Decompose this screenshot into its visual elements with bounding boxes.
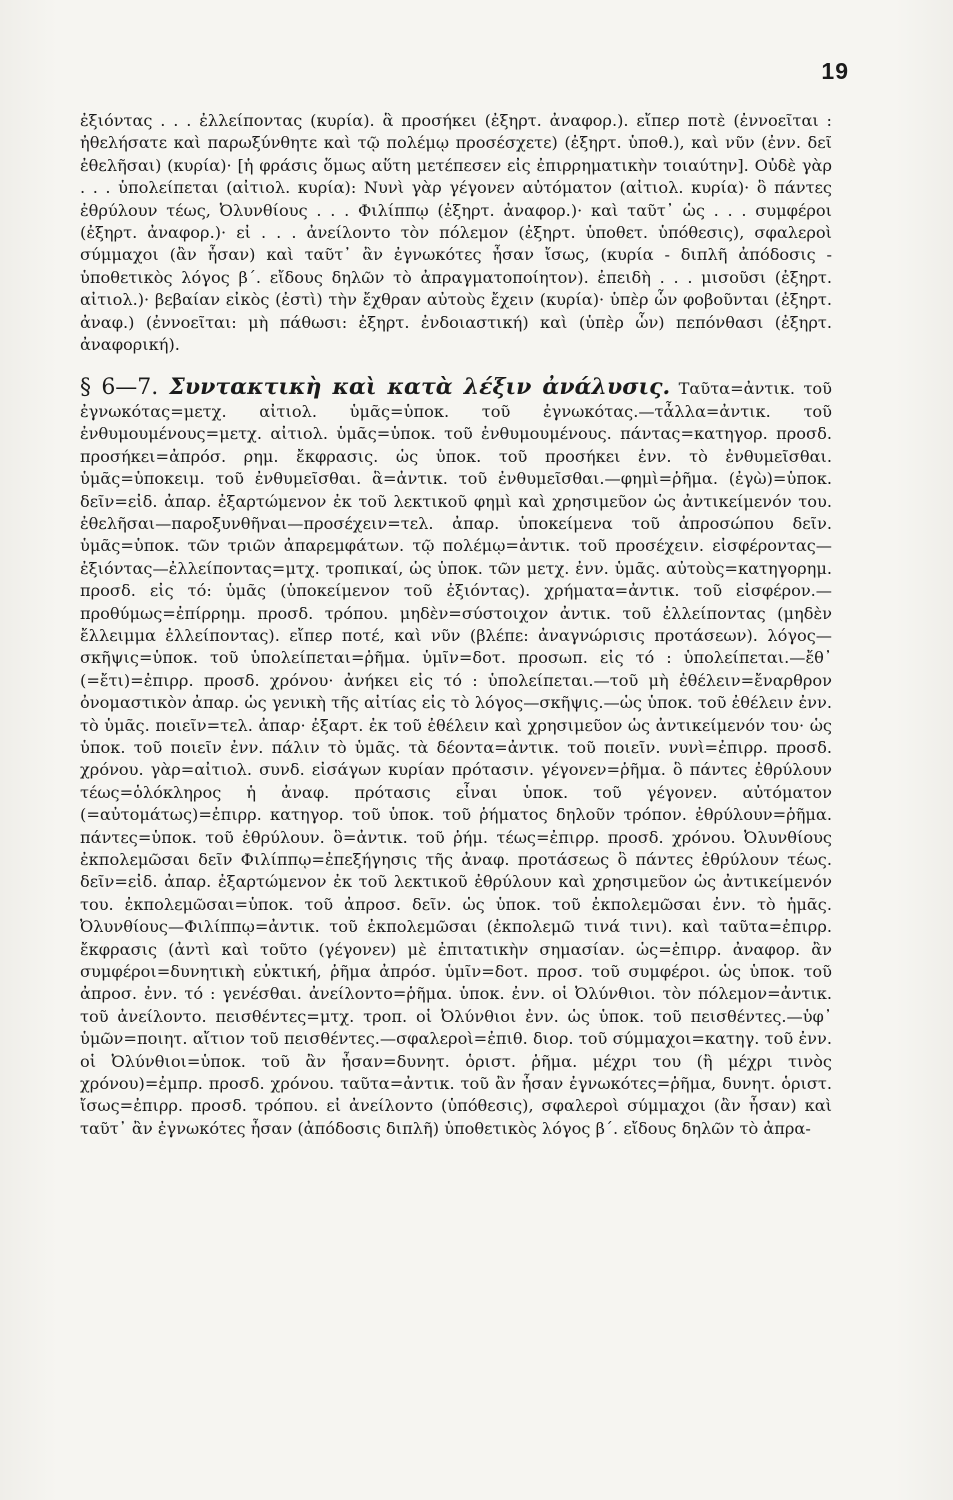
- section-title: Συντακτικὴ καὶ κατὰ λέξιν ἀνάλυσις.: [169, 374, 671, 401]
- section-paragraph: [80, 376, 832, 1140]
- paragraph: ἐξιόντας . . . ἐλλείποντας (κυρία). ἃ προσήκει (ἐξηρτ. ἀναφορ.). εἴπερ ποτὲ (ἐννοεῖται : ἠθελήσατε καὶ παρωξύνθητε καὶ τῷ πολέμῳ προσέσχετε) (ἐξηρτ. ὑποθ.), καὶ νῦν (ἐνν. δεῖ ἐθελῆσαι) (κυρία)· [ἡ φράσις ὅμως αὕτη μετέπεσεν εἰς ἐπιρρηματικὴν τοιαύτην]. Οὐδὲ γὰρ . . . ὑπολείπεται (αἰτιολ. κυρία): Νυνὶ γὰρ γέγονεν αὐτόματον (αἰτιολ. κυρία)· ὃ πάντες ἐθρύλουν τέως, Ὀλυνθίους . . . Φιλίππῳ (ἐξηρτ. ἀναφορ.)· καὶ ταῦτ᾽ ὡς . . . συμφέροι (ἐξηρτ. ἀναφορ.)· εἰ . . . ἀνείλοντο τὸν πόλεμον (ἐξηρτ. ὑποθετ. ὑπόθεσις), σφαλεροὶ σύμμαχοι (ἂν ἦσαν) καὶ ταῦτ᾽ ἂν ἐγνωκότες ἦσαν ἴσως, (κυρία - διπλῆ ἀπόδοσις - ὑποθετικὸς λόγος β΄. εἴδους δηλῶν τὸ ἀπραγματοποίητον). ἐπειδὴ . . . μισοῦσι (ἐξηρτ. αἰτιολ.)· βεβαίαν εἰκὸς (ἐστὶ) τὴν ἔχθραν αὐτοὺς ἔχειν (κυρία)· ὑπὲρ ὧν φοβοῦνται (ἐξηρτ. ἀναφ.) (ἐννοεῖται: μὴ πάθωσι: ἐξηρτ. ἐνδοιαστική) καὶ (ὑπὲρ ὧν) πεπόνθασι (ἐξηρτ. ἀναφορική).: [80, 111, 832, 355]
- section-text: Ταῦτα=ἀντικ. τοῦ ἐγνωκότας=μετχ. αἰτιολ. ὑμᾶς=ὑποκ. τοῦ ἐγνωκότας.—τἆλλα=ἀντικ. τοῦ ἐνθυμουμένους=μετχ. αἰτιολ. ὑμᾶς=ὑποκ. τοῦ ἐνθυμουμένους. πάντας=κατηγορ. προσδ. προσήκει=ἀπρόσ. ρημ. ἔκφρασις. ὡς ὑποκ. τοῦ προσήκει ἐνν. τὸ ἐνθυμεῖσθαι. ὑμᾶς=ὑποκειμ. τοῦ ἐνθυμεῖσθαι. ἃ=ἀντικ. τοῦ ἐνθυμεῖσθαι.—φημὶ=ῥῆμα. (ἐγὼ)=ὑποκ. δεῖν=εἰδ. ἀπαρ. ἐξαρτώμενον ἐκ τοῦ λεκτικοῦ φημὶ καὶ χρησιμεῦον ὡς ἀντικείμενόν του. ἐθελῆσαι—παροξυνθῆναι—προσέχειν=τελ. ἀπαρ. ὑποκείμενα τοῦ ἀπροσώπου δεῖν. ὑμᾶς=ὑποκ. τῶν τριῶν ἀπαρεμφάτων. τῷ πολέμῳ=ἀντικ. τοῦ προσέχειν. εἰσφέροντας—ἐξιόντας—ἐλλείποντας=μτχ. τροπικαί, ὡς ὑποκ. τῶν μετχ. ἐνν. ὑμᾶς. αὐτοὺς=κατηγορημ. προσδ. εἰς τό: ὑμᾶς (ὑποκείμενον τοῦ ἐξιόντας). χρήματα=ἀντικ. τοῦ εἰσφέρον.—προθύμως=ἐπίρρημ. προσδ. τρόπου. μηδὲν=σύστοιχον ἀντικ. τοῦ ἐλλείποντας (μηδὲν ἔλλειμμα ἐλλείποντας). εἴπερ ποτέ, καὶ νῦν (βλέπε: ἀναγνώρισις προτάσεων). λόγος—σκῆψις=ὑποκ. τοῦ ὑπολείπεται=ῥῆμα. ὑμῖν=δοτ. προσωπ. εἰς τό : ὑπολείπεται.—ἔθ᾽ (=ἔτι)=ἐπιρρ. προσδ. χρόνου· ἀνήκει εἰς τό : ὑπολείπεται.—τοῦ μὴ ἐθέλειν=ἔναρθρον ὀνομαστικὸν ἀπαρ. ὡς γενικὴ τῆς αἰτίας εἰς τὸ λόγος—σκῆψις.—ὡς ὑποκ. τοῦ ἐθέλειν ἐνν. τὸ ὑμᾶς. ποιεῖν=τελ. ἀπαρ· ἐξαρτ. ἐκ τοῦ ἐθέλειν καὶ χρησιμεῦον ὡς ἀντικείμενόν του· ὡς ὑποκ. τοῦ ποιεῖν ἐνν. πάλιν τὸ ὑμᾶς. τὰ δέοντα=ἀντικ. τοῦ ποιεῖν. νυνὶ=ἐπιρρ. προσδ. χρόνου. γὰρ=αἰτιολ. συνδ. εἰσάγων κυρίαν πρότασιν. γέγονεν=ῥῆμα. ὃ πάντες ἐθρύλουν τέως=ὁλόκληρος ἡ ἀναφ. πρότασις εἶναι ὑποκ. τοῦ γέγονεν. αὐτόματον (=αὐτομάτως)=ἐπιρρ. κατηγορ. τοῦ ὑποκ. τοῦ ῥήματος δηλοῦν τρόπον. ἐθρύλουν=ῥῆμα. πάντες=ὑποκ. τοῦ ἐθρύλουν. ὃ=ἀντικ. τοῦ ῥήμ. τέως=ἐπιρρ. προσδ. χρόνου. Ὀλυνθίους ἐκπολεμῶσαι δεῖν Φιλίππῳ=ἐπεξήγησις τῆς ἀναφ. προτάσεως ὃ πάντες ἐθρύλουν τέως. δεῖν=εἰδ. ἀπαρ. ἐξαρτώμενον ἐκ τοῦ λεκτικοῦ ἐθρύλουν καὶ χρησιμεῦον ὡς ἀντικείμενόν του. ἐκπολεμῶσαι=ὑποκ. τοῦ ἀπροσ. δεῖν. ὡς ὑποκ. τοῦ ἐκπολεμῶσαι ἐνν. τὸ ἡμᾶς. Ὀλυνθίους—Φιλίππῳ=ἀντικ. τοῦ ἐκπολεμῶσαι (ἐκπολεμῶ τινά τινι). καὶ ταῦτα=ἐπιρρ. ἔκφρασις (ἀντὶ καὶ τοῦτο (γέγονεν) μὲ ἐπιτατικὴν σημασίαν. ὡς=ἐπιρρ. ἀναφορ. ἂν συμφέροι=δυνητικὴ εὐκτική, ῥῆμα ἀπρόσ. ὑμῖν=δοτ. προσ. τοῦ συμφέροι. ὡς ὑποκ. τοῦ ἀπροσ. ἐνν. τό : γενέσθαι. ἀνείλοντο=ῥῆμα. ὑποκ. ἐνν. οἱ Ὀλύνθιοι. τὸν πόλεμον=ἀντικ. τοῦ ἀνείλοντο. πεισθέντες=μτχ. τροπ. οἱ Ὀλύνθιοι ἐνν. ὡς ὑποκ. τοῦ πεισθέντες.—ὑφ᾽ ὑμῶν=ποιητ. αἴτιον τοῦ πεισθέντες.—σφαλεροὶ=ἐπιθ. διορ. τοῦ σύμμαχοι=κατηγ. τοῦ ἐνν. οἱ Ὀλύνθιοι=ὑποκ. τοῦ ἂν ἦσαν=δυνητ. ὁριστ. ῥῆμα. μέχρι του (ἢ μέχρι τινὸς χρόνου)=ἐμπρ. προσδ. χρόνου. ταῦτα=ἀντικ. τοῦ ἂν ἦσαν ἐγνωκότες=ῥῆμα, δυνητ. ὁριστ. ἴσως=ἐπιρρ. προσδ. τρόπου. εἰ ἀνείλοντο (ὑπόθεσις), σφαλεροὶ σύμμαχοι (ἂν ἦσαν) καὶ ταῦτ᾽ ἂν ἐγνωκότες ἦσαν (ἀπόδοσις διπλῆ) ὑποθετικὸς λόγος β΄. εἴδους δηλῶν τὸ ἀπρα-: [80, 379, 832, 1138]
- page-body: [80, 110, 832, 1140]
- section-number: § 6—7.: [80, 375, 159, 401]
- section-heading: [80, 374, 670, 400]
- page-number: 19: [821, 58, 849, 84]
